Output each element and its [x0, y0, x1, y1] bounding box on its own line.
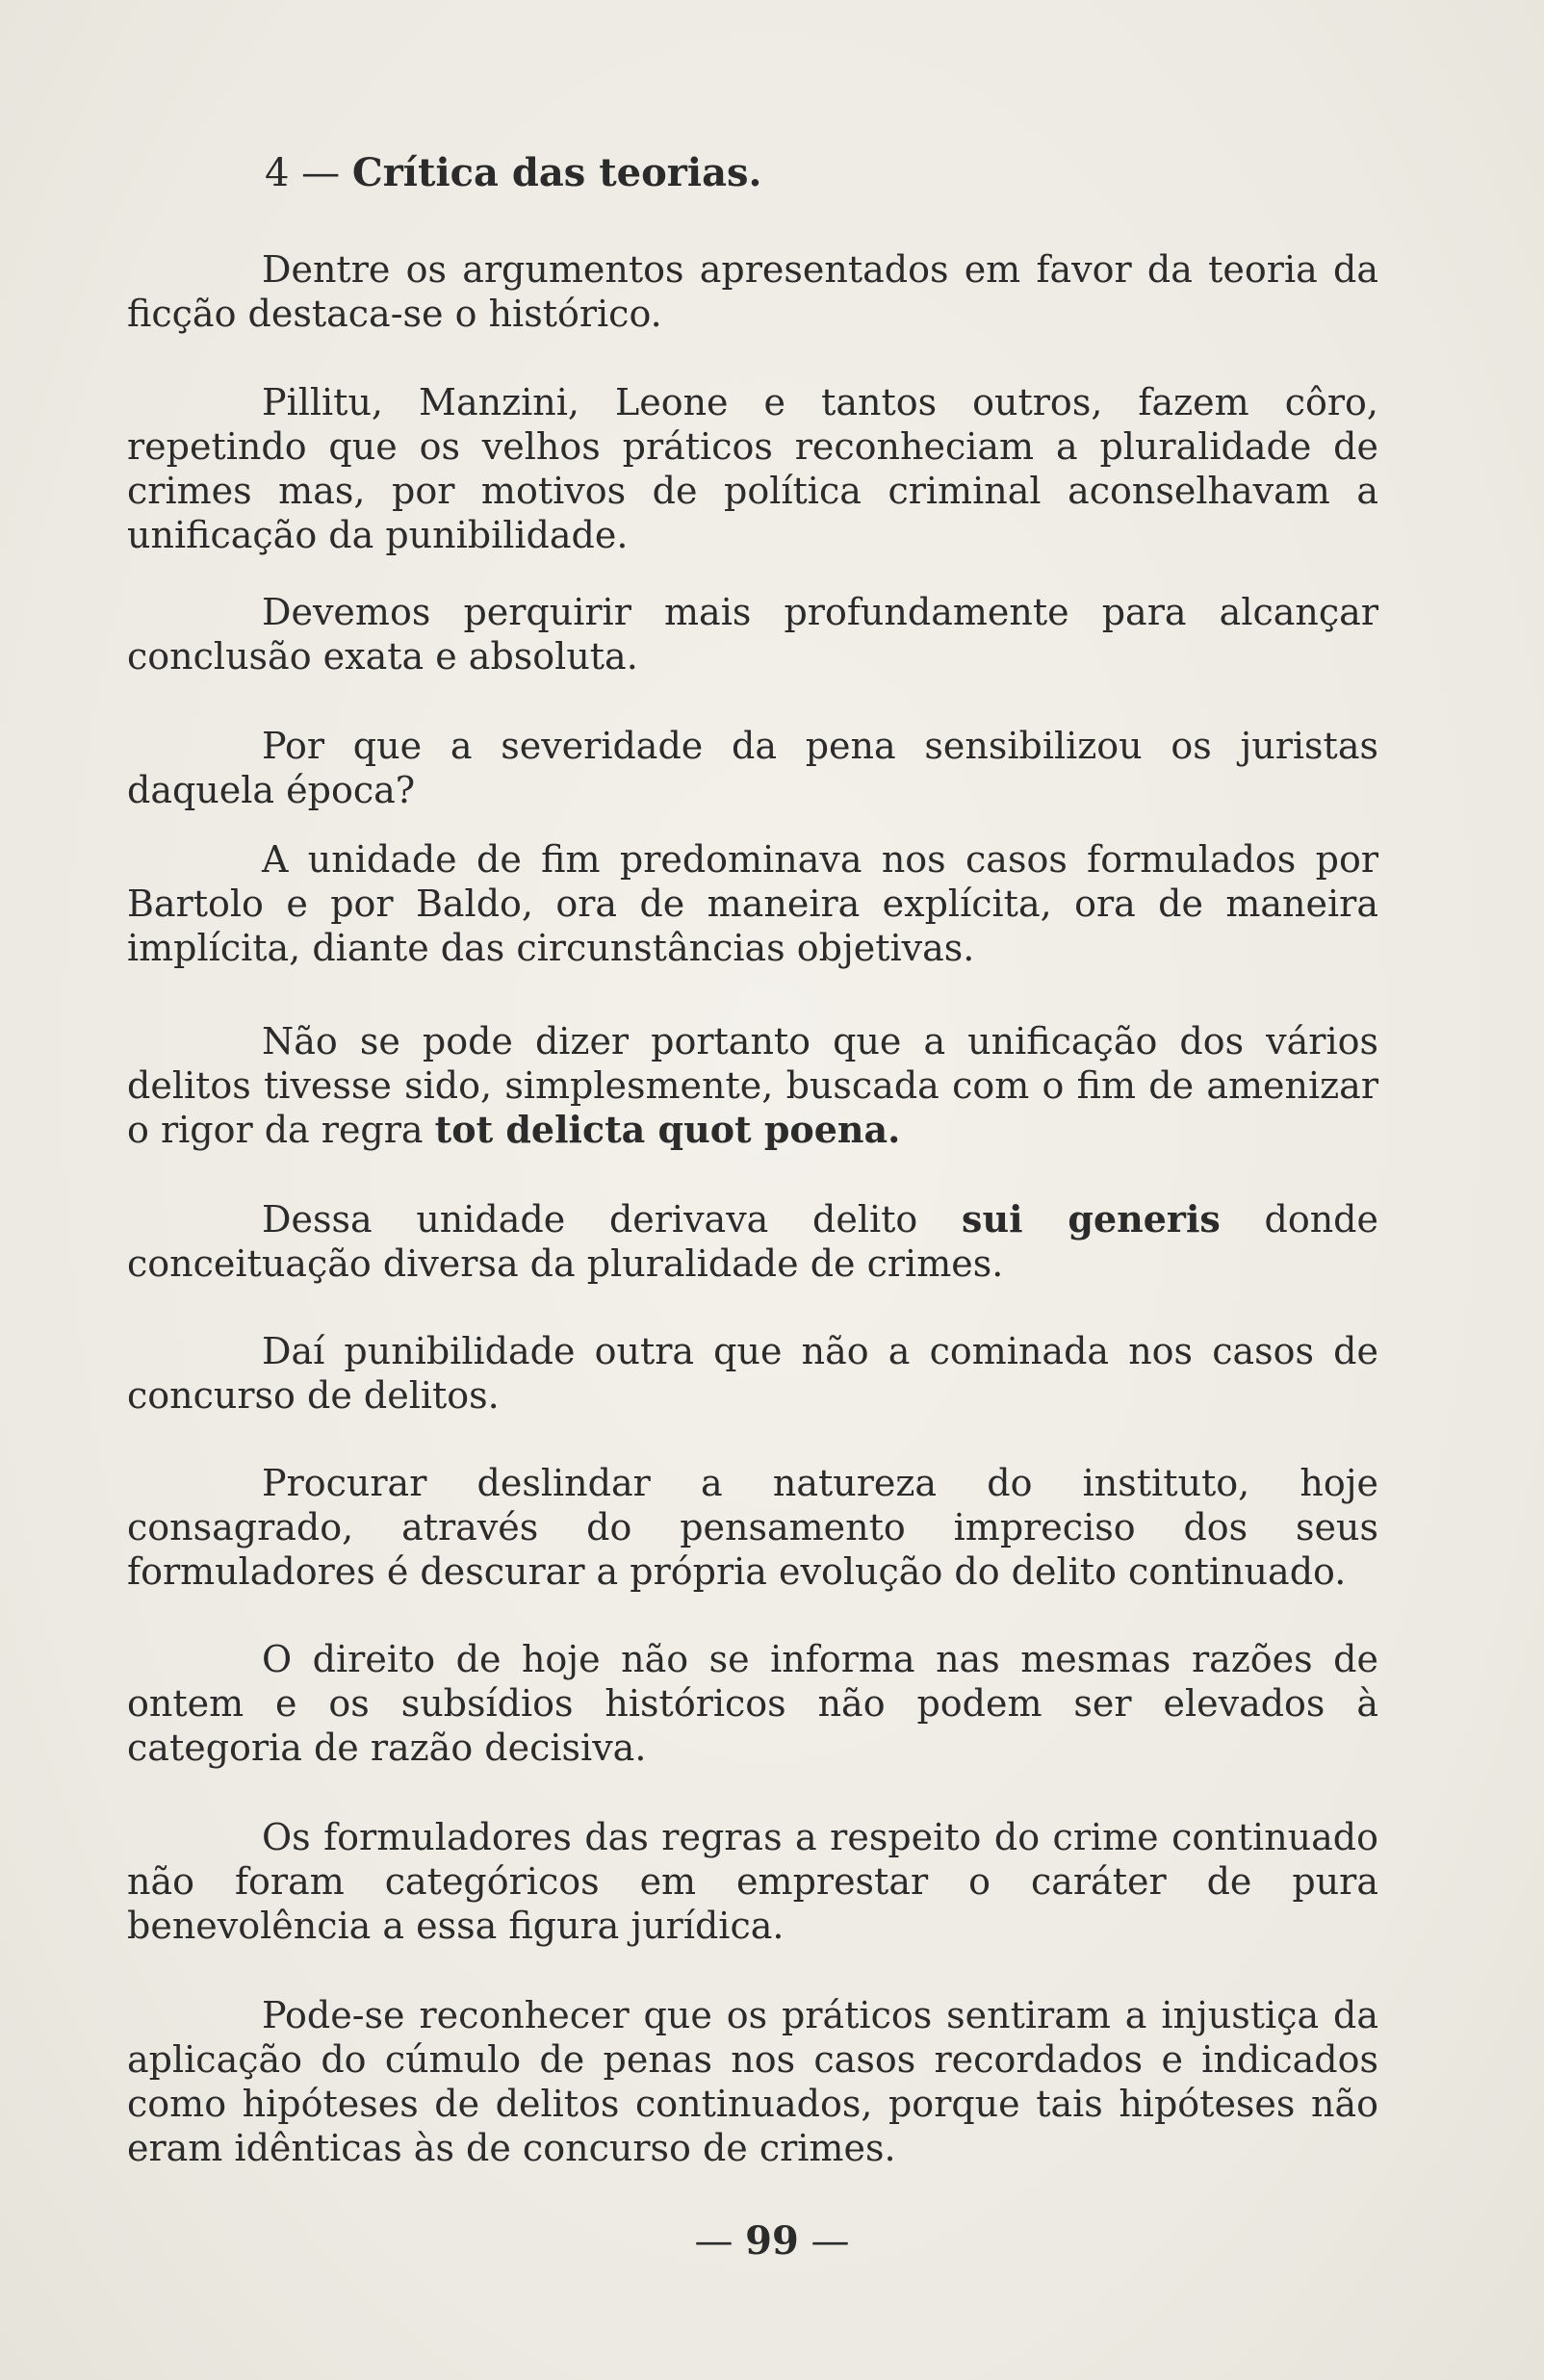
latin-phrase: sui generis [962, 1197, 1221, 1241]
paragraph [127, 1019, 1378, 1152]
paragraph: O direito de hoje não se informa nas mesmas razões de ontem e os subsídios históricos não podem ser elevados à categoria de razão decisiva. [127, 1638, 1378, 1769]
page-number [0, 2217, 1544, 2265]
paragraph: Dentre os argumentos apresentados em favor da teoria da ficção destaca-se o histórico. [127, 248, 1378, 335]
section-number: 4 [265, 151, 290, 195]
section-title: Crítica das teorias. [351, 150, 762, 195]
paragraph: Procurar deslindar a natureza do instituto, hoje consagrado, através do pensamento impreciso dos seus formuladores é descurar a própria evolução do delito continuado. [127, 1462, 1378, 1593]
section-heading [265, 144, 761, 202]
paragraph: Por que a severidade da pena sensibilizou os juristas daquela época? [127, 725, 1378, 811]
page-number-dash: — [694, 2219, 733, 2264]
page-number-value: 99 [745, 2218, 799, 2264]
paragraph-text: Não se pode dizer portanto que a unificação dos vários delitos tivesse sido, simplesmente, buscada com o fim de amenizar o rigor da regra [127, 1020, 1378, 1151]
paragraph: Pode-se reconhecer que os práticos sentiram a injustiça da aplicação do cúmulo de penas nos casos recordados e indicados como hipóteses de delitos continuados, porque tais hipóteses não eram idênticas às de concurso de crimes. [127, 1994, 1378, 2169]
page-number-dash: — [811, 2219, 850, 2264]
paragraph: Os formuladores das regras a respeito do crime continuado não foram categóricos em emprestar o caráter de pura benevolência a essa figura jurídica. [127, 1816, 1378, 1947]
paragraph-text: donde conceituação diversa da pluralidade de crimes. [127, 1198, 1378, 1285]
section-dash: — [301, 151, 341, 195]
paragraph: Devemos perquirir mais profundamente para alcançar conclusão exata e absoluta. [127, 591, 1378, 678]
latin-phrase: tot delicta quot poena. [434, 1108, 901, 1151]
paragraph: A unidade de fim predominava nos casos formulados por Bartolo e por Baldo, ora de maneira explícita, ora de maneira implícita, diante das circunstâncias objetivas. [127, 838, 1378, 969]
paragraph [127, 1197, 1378, 1286]
paragraph: Daí punibilidade outra que não a cominada nos casos de concurso de delitos. [127, 1330, 1378, 1417]
paragraph-text: Dessa unidade derivava delito [262, 1198, 963, 1241]
paragraph: Pillitu, Manzini, Leone e tantos outros, fazem côro, repetindo que os velhos práticos reconheciam a pluralidade de crimes mas, por motivos de política criminal aconselhavam a unificação da punibilidade. [127, 381, 1378, 556]
